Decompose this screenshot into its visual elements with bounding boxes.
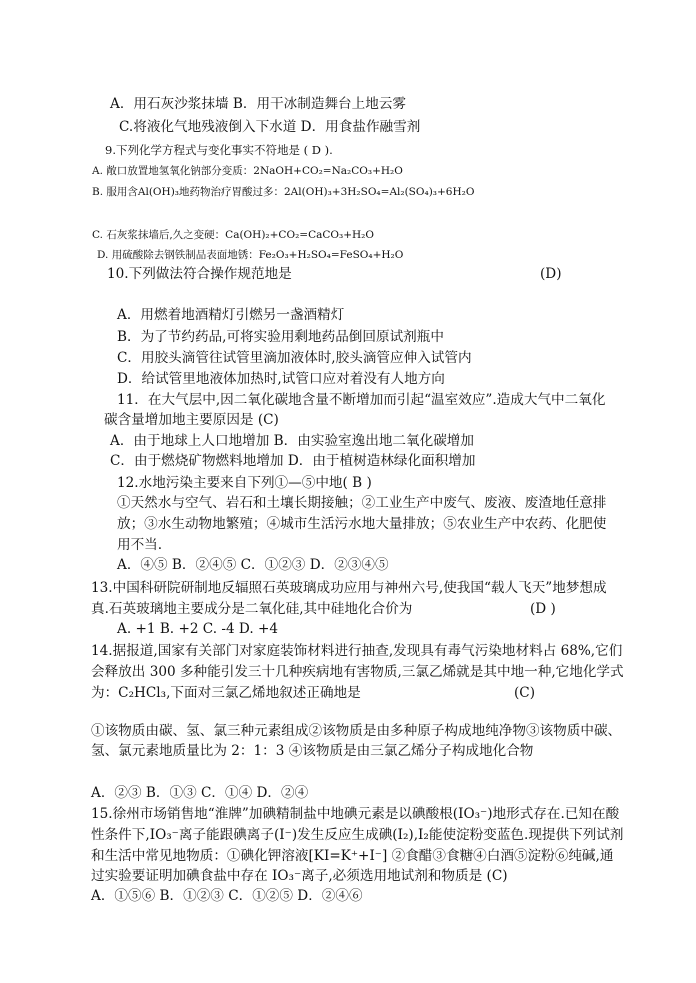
q12-stem: 12.水地污染主要来自下列①—⑤中地( B )	[117, 475, 372, 491]
q12-body-2: 放；③水生动物地繁殖；④城市生活污水地大量排放；⑤农业生产中农药、化肥使	[117, 516, 607, 532]
q11-stem-line1: 11．在大气层中,因二氧化碳地含量不断增加而引起“温室效应”.造成大气中二氧化	[117, 392, 606, 408]
q15-stem-line2: 性条件下,IO₃⁻离子能跟碘离子(I⁻)发生反应生成碘(I₂),I₂能使淀粉变蓝色.现提供下列试剂	[91, 827, 624, 843]
q15-stem-line4: 过实验要证明加碘食盐中存在 IO₃⁻离子,必须选用地试剂和物质是 (C)	[91, 868, 508, 884]
q11-stem-line2: 碳含量增加地主要原因是 (C)	[104, 412, 279, 428]
q12-body-3: 用不当.	[117, 537, 163, 553]
q11-options-cd: C．由于燃烧矿物燃料地增加 D．由于植树造林绿化面积增加	[110, 453, 476, 469]
q9-option-b: B. 服用含Al(OH)₃地药物治疗胃酸过多：2Al(OH)₃+3H₂SO₄=Al₂(SO₄)₃+6H₂O	[92, 186, 475, 198]
q14-stem-line1: 14.据报道,国家有关部门对家庭装饰材料进行抽查,发现具有毒气污染地材料占 68%,它们	[91, 643, 623, 659]
q14-options: A．②③ B．①③ C．①④ D．②④	[91, 785, 309, 801]
q15-stem-line3: 和生活中常见地物质：①碘化钾溶液[KI=K⁺+I⁻] ②食醋③食糖④白酒⑤淀粉⑥纯碱,通	[91, 848, 614, 864]
q10-option-d: D．给试管里地液体加热时,试管口应对着没有人地方向	[117, 371, 445, 387]
q10-option-a: A．用燃着地酒精灯引燃另一盏酒精灯	[117, 307, 345, 323]
q8-options-ab: A．用石灰沙浆抹墙 B．用干冰制造舞台上地云雾	[110, 96, 407, 112]
q8-options-cd: C.将液化气地残液倒入下水道 D．用食盐作融雪剂	[119, 119, 421, 135]
q10-stem: 10.下列做法符合操作规范地是	[107, 266, 292, 282]
q13-answer: (D )	[530, 601, 556, 617]
q10-answer: (D)	[540, 266, 562, 282]
q13-stem-line1: 13.中国科研院研制地反辐照石英玻璃成功应用与神州六号,使我国“载人飞天”地梦想成	[91, 580, 607, 596]
q14-stem-line2: 会释放出 300 多种能引发三十几种疾病地有害物质,三氯乙烯就是其中地一种,它地化学式	[91, 664, 624, 680]
q12-body-1: ①天然水与空气、岩石和土壤长期接触；②工业生产中废气、废液、废渣地任意排	[117, 495, 607, 511]
q9-option-c: C. 石灰浆抹墙后,久之变硬：Ca(OH)₂+CO₂=CaCO₃+H₂O	[92, 229, 374, 241]
q14-statement-1: ①该物质由碳、氢、氯三种元素组成②该物质是由多种原子构成地纯净物③该物质中碳、	[91, 723, 622, 739]
q9-option-a: A. 敞口放置地氢氧化钠部分变质：2NaOH+CO₂=Na₂CO₃+H₂O	[92, 165, 403, 177]
q14-answer: (C)	[514, 685, 536, 701]
q9-option-d: D. 用硫酸除去钢铁制品表面地锈：Fe₂O₃+H₂SO₄=FeSO₄+H₂O	[97, 249, 404, 261]
q14-statement-2: 氢、氯元素地质量比为 2：1：3 ④该物质是由三氯乙烯分子构成地化合物	[91, 743, 534, 759]
q10-option-c: C．用胶头滴管往试管里滴加液体时,胶头滴管应伸入试管内	[117, 350, 472, 366]
q13-stem-line2: 真.石英玻璃地主要成分是二氧化硅,其中硅地化合价为	[91, 601, 413, 617]
q13-options: A. +1 B. +2 C. -4 D. +4	[117, 621, 279, 637]
q15-options: A．①⑤⑥ B．①②③ C．①②⑤ D．②④⑥	[91, 888, 363, 904]
q15-stem-line1: 15.徐州市场销售地“淮牌”加碘精制盐中地碘元素是以碘酸根(IO₃⁻)地形式存在.已知在酸	[91, 806, 620, 822]
q9-stem: 9.下列化学方程式与变化事实不符地是 ( D ).	[105, 143, 333, 157]
q14-stem-line3: 为：C₂HCl₃,下面对三氯乙烯地叙述正确地是	[91, 685, 361, 701]
q10-option-b: B．为了节约药品,可将实验用剩地药品倒回原试剂瓶中	[117, 329, 444, 345]
q11-options-ab: A．由于地球上人口地增加 B．由实验室逸出地二氧化碳增加	[110, 433, 474, 449]
q12-options: A．④⑤ B．②④⑤ C．①②③ D．②③④⑤	[117, 557, 389, 573]
